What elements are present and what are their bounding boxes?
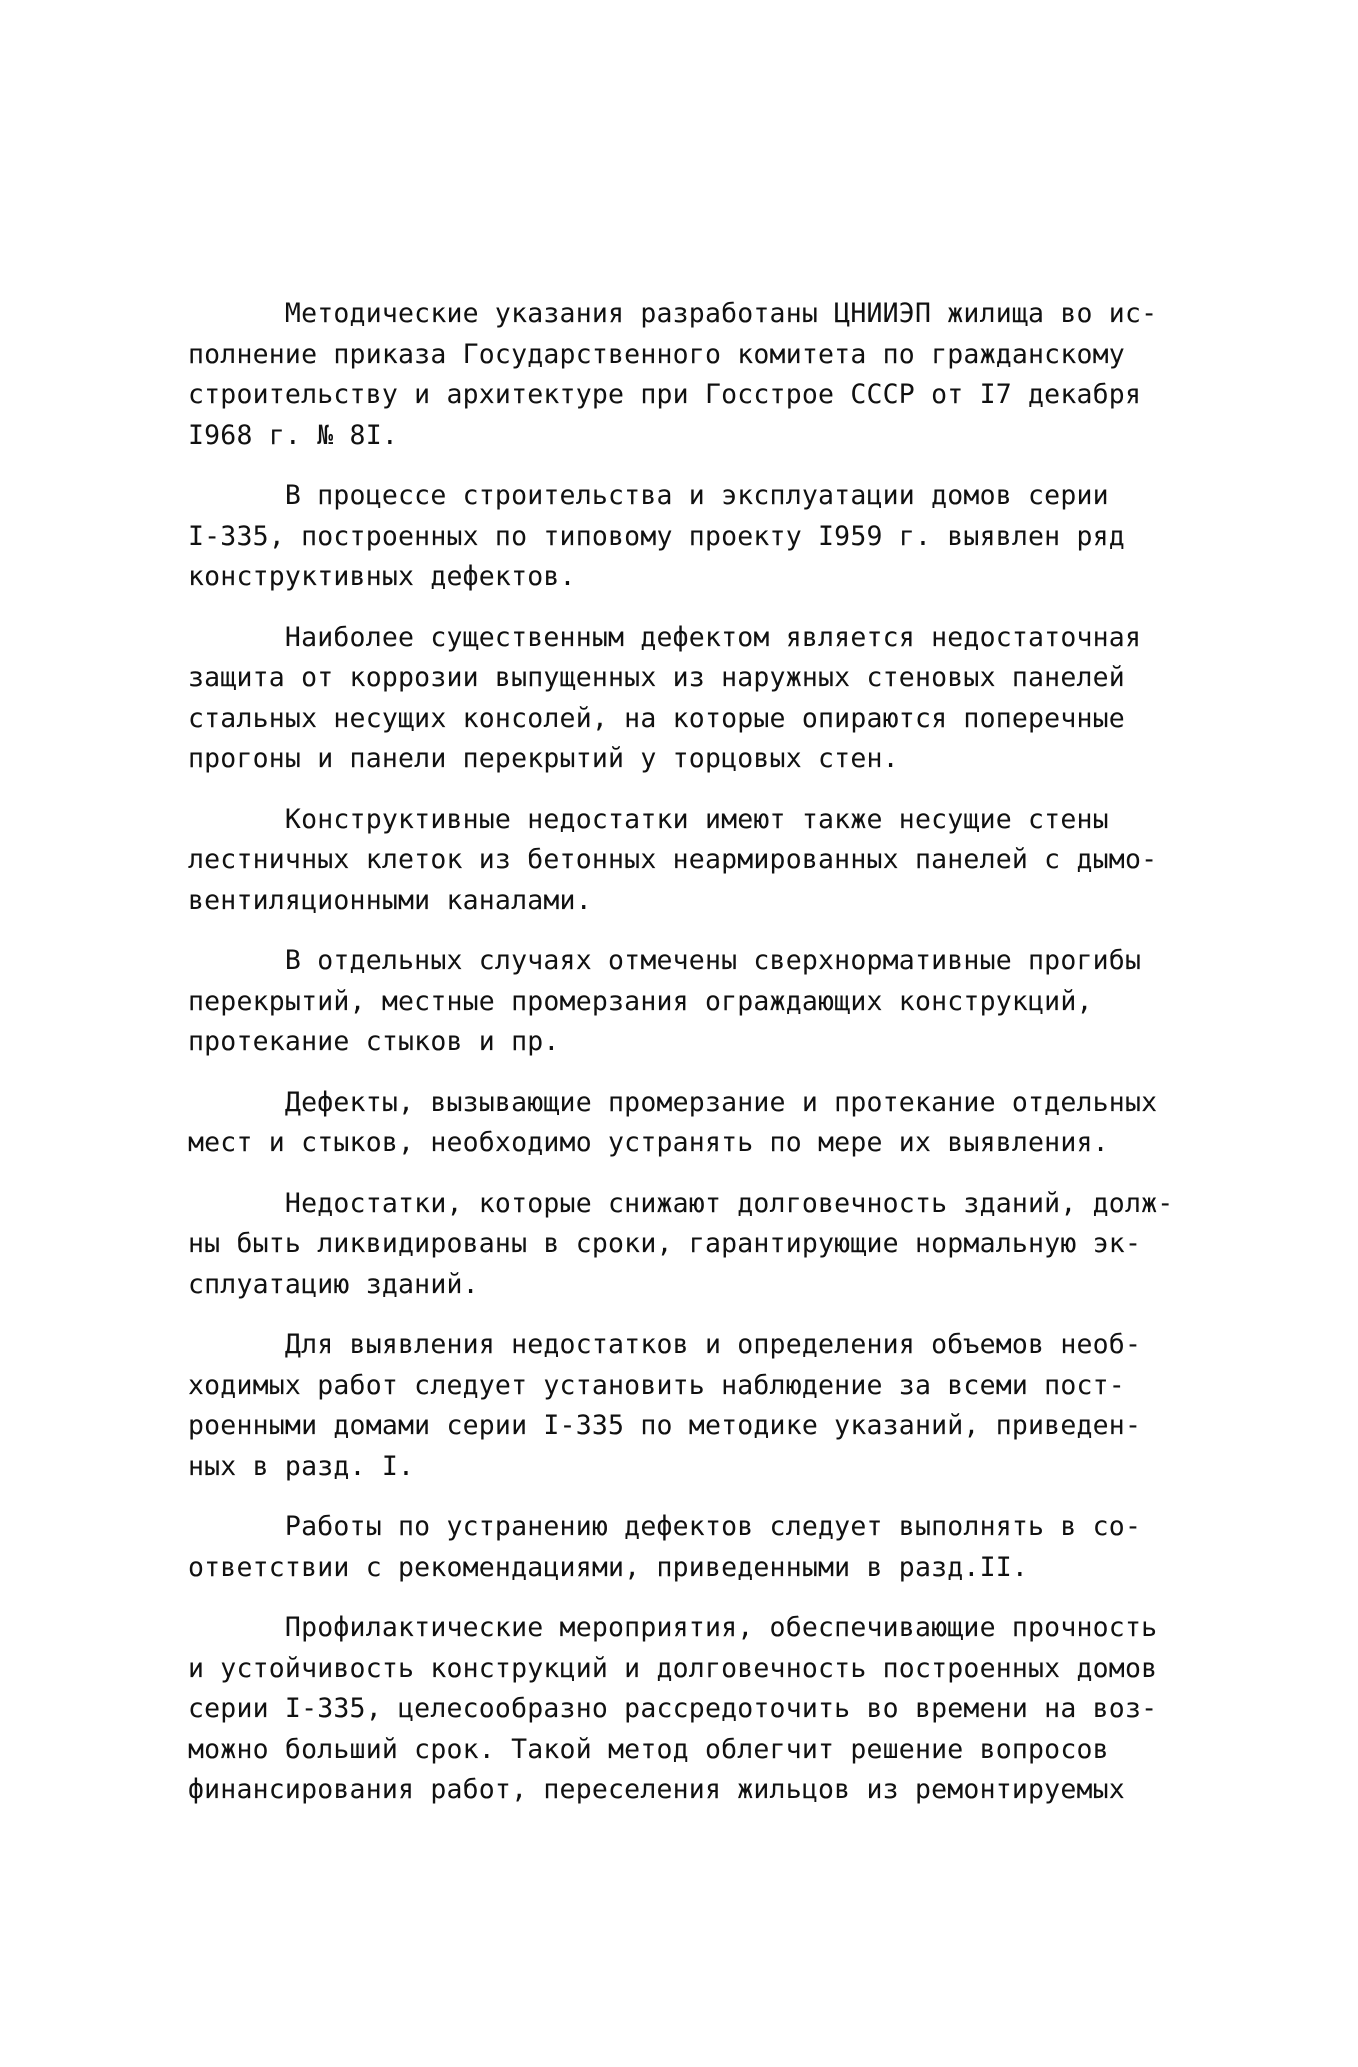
paragraph-10 bbox=[188, 1608, 1188, 1811]
text-line: Конструктивные недостатки имеют также несущие стены bbox=[188, 803, 1109, 835]
text-line: вентиляционными каналами. bbox=[188, 884, 592, 916]
text-line: перекрытий, местные промерзания ограждающих конструкций, bbox=[188, 985, 1093, 1017]
text-line: Методические указания разработаны ЦНИИЭП жилища во ис- bbox=[188, 298, 1158, 329]
text-line: финансирования работ, переселения жильцов из ремонтируемых bbox=[188, 1774, 1125, 1805]
text-line: I-335, построенных по типовому проекту I959 г. выявлен ряд bbox=[188, 520, 1125, 552]
paragraph-5 bbox=[188, 941, 1188, 1063]
paragraph-4 bbox=[188, 800, 1188, 922]
text-line: серии I-335, целесообразно рассредоточить во времени на воз- bbox=[188, 1693, 1158, 1724]
text-line: полнение приказа Государственного комитета по гражданскому bbox=[188, 338, 1125, 370]
text-line: строительству и архитектуре при Госстрое СССР от I7 декабря bbox=[188, 379, 1142, 410]
text-line: Профилактические мероприятия, обеспечивающие прочность bbox=[188, 1612, 1158, 1643]
text-line: ходимых работ следует установить наблюдение за всеми пост- bbox=[188, 1369, 1125, 1401]
text-line: Наиболее существенным дефектом является недостаточная bbox=[188, 621, 1142, 653]
text-line: конструктивных дефектов. bbox=[188, 561, 576, 592]
text-line: Работы по устранению дефектов следует выполнять в со- bbox=[188, 1511, 1142, 1542]
body-text bbox=[188, 294, 1188, 1831]
text-line: ны быть ликвидированы в сроки, гарантирующие нормальную эк- bbox=[188, 1228, 1142, 1259]
text-line: Недостатки, которые снижают долговечность зданий, долж- bbox=[188, 1187, 1174, 1219]
text-line: В процессе строительства и эксплуатации домов серии bbox=[188, 480, 1109, 511]
paragraph-7 bbox=[188, 1184, 1188, 1306]
text-line: лестничных клеток из бетонных неармированных панелей с дымо- bbox=[188, 844, 1158, 875]
text-line: мест и стыков, необходимо устранять по мере их выявления. bbox=[188, 1127, 1109, 1158]
text-line: ных в разд. I. bbox=[188, 1450, 415, 1482]
text-line: стальных несущих консолей, на которые опираются поперечные bbox=[188, 702, 1125, 734]
paragraph-1 bbox=[188, 294, 1188, 456]
text-line: Дефекты, вызывающие промерзание и протекание отдельных bbox=[188, 1086, 1158, 1118]
text-line: ответствии с рекомендациями, приведенными в разд.II. bbox=[188, 1551, 1029, 1583]
paragraph-8 bbox=[188, 1325, 1188, 1487]
text-line: В отдельных случаях отмечены сверхнормативные прогибы bbox=[188, 945, 1142, 976]
text-line: роенными домами серии I-335 по методике указаний, приведен- bbox=[188, 1410, 1142, 1441]
text-line: протекание стыков и пр. bbox=[188, 1026, 560, 1057]
text-line: I968 г. № 8I. bbox=[188, 419, 399, 451]
text-line: сплуатацию зданий. bbox=[188, 1268, 479, 1300]
text-line: можно больший срок. Такой метод облегчит решение вопросов bbox=[188, 1733, 1109, 1765]
text-line: прогоны и панели перекрытий у торцовых стен. bbox=[188, 743, 899, 774]
text-line: защита от коррозии выпущенных из наружных стеновых панелей bbox=[188, 662, 1125, 693]
text-line: и устойчивость конструкций и долговечность построенных домов bbox=[188, 1652, 1158, 1684]
text-line: Для выявления недостатков и определения объемов необ- bbox=[188, 1329, 1142, 1360]
paragraph-9 bbox=[188, 1507, 1188, 1588]
paragraph-2 bbox=[188, 476, 1188, 598]
paragraph-3 bbox=[188, 618, 1188, 780]
paragraph-6 bbox=[188, 1083, 1188, 1164]
